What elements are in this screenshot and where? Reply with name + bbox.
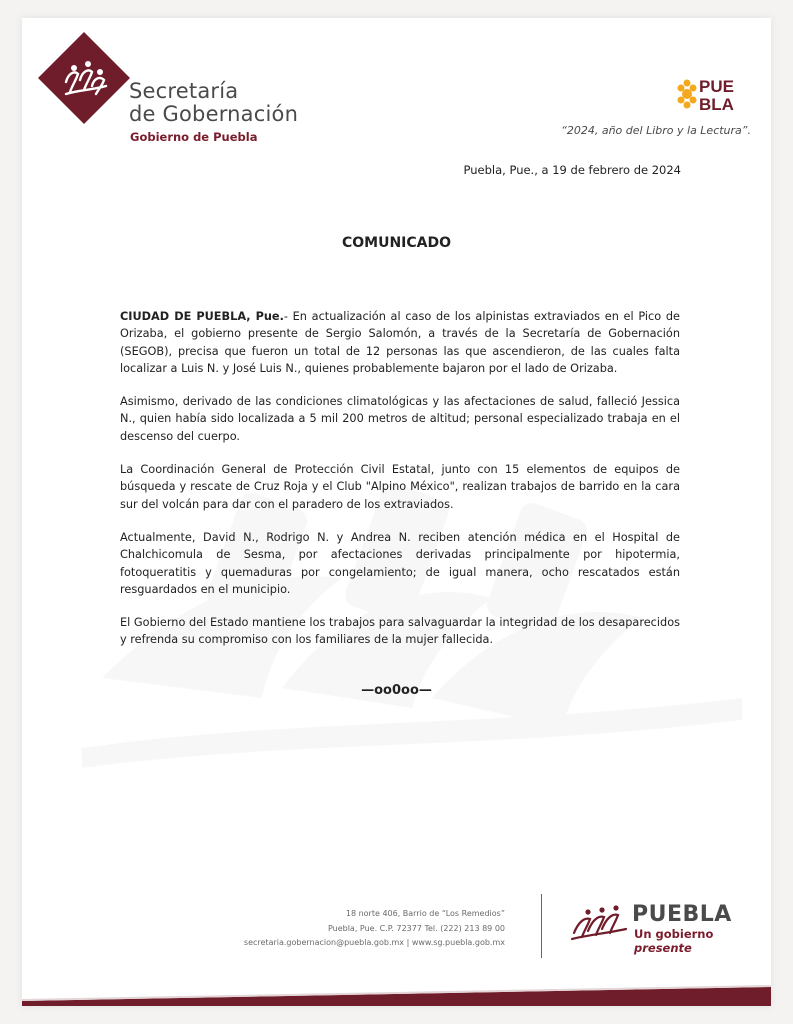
document-date: Puebla, Pue., a 19 de febrero de 2024: [463, 163, 681, 177]
puebla-logo-icon: [677, 74, 751, 114]
closing-mark: —oo0oo—: [361, 683, 432, 698]
paragraph-1-lead: CIUDAD DE PUEBLA, Pue.: [120, 310, 284, 323]
secretaria-logo-icon: [36, 30, 132, 126]
address-line1: 18 norte 406, Barrio de “Los Remedios”: [345, 909, 505, 918]
secretaria-line1: Secretaría: [129, 79, 239, 103]
paragraph-4: Actualmente, David N., Rodrigo N. y Andrea N. reciben atención médica en el Hospital de Chalchicomula de Sesma, por afectaciones derivadas principalmente por hipotermia, fotoqueratitis y quemaduras por congelamiento; de igual manera, ocho rescatados están resguardados en el municipio.: [120, 530, 680, 596]
paragraph-5: El Gobierno del Estado mantiene los trabajos para salvaguardar la integridad de los desaparecidos y refrenda su compromiso con los familiares de la mujer fallecida.: [120, 616, 680, 647]
slogan: “2024, año del Libro y la Lectura”.: [561, 124, 751, 137]
document-body: [120, 308, 680, 665]
footer-address: [244, 907, 505, 951]
paragraph-1: [120, 308, 680, 377]
puebla-logo-top: PUE: [699, 77, 734, 96]
secretaria-name: [129, 80, 298, 126]
document-page: [22, 18, 771, 1006]
puebla-footer-logo-icon: [568, 903, 628, 943]
document-title: COMUNICADO: [341, 235, 452, 251]
footer-tagline: [634, 927, 771, 955]
tagline-part2: presente: [634, 941, 692, 955]
puebla-logo-bottom: BLA: [699, 95, 734, 114]
tagline-part1: Un gobierno: [634, 927, 714, 941]
footer-bar: [22, 973, 771, 1006]
footer-brand: PUEBLA: [632, 902, 732, 927]
address-line3: secretaria.gobernacion@puebla.gob.mx | www.sg.puebla.gob.mx: [243, 938, 505, 947]
paragraph-2: Asimismo, derivado de las condiciones climatológicas y las afectaciones de salud, falleció Jessica N., quien había sido localizada a 5 mil 200 metros de altitud; personal especializado trabaja en el descenso del cuerpo.: [120, 395, 680, 443]
paragraph-3: La Coordinación General de Protección Civil Estatal, junto con 15 elementos de equipos de búsqueda y rescate de Cruz Roja y el Club "Alpino México", realizan trabajos de barrido en la cara sur del volcán para dar con el paradero de los extraviados.: [120, 463, 680, 511]
paragraph-1-text: - En actualización al caso de los alpinistas extraviados en el Pico de Orizaba, el gobierno presente de Sergio Salomón, a través de la Secretaría de Gobernación (SEGOB), precisa que fueron un total de 12 personas las que ascendieron, de las cuales falta localizar a Luis N. y José Luis N., quienes probablemente bajaron por el lado de Orizaba.: [120, 310, 680, 375]
footer-divider: [541, 894, 542, 958]
gobierno-puebla-label: Gobierno de Puebla: [130, 130, 258, 144]
secretaria-line2: de Gobernación: [129, 102, 299, 126]
address-line2: Puebla, Pue. C.P. 72377 Tel. (222) 213 89 00: [327, 923, 505, 933]
